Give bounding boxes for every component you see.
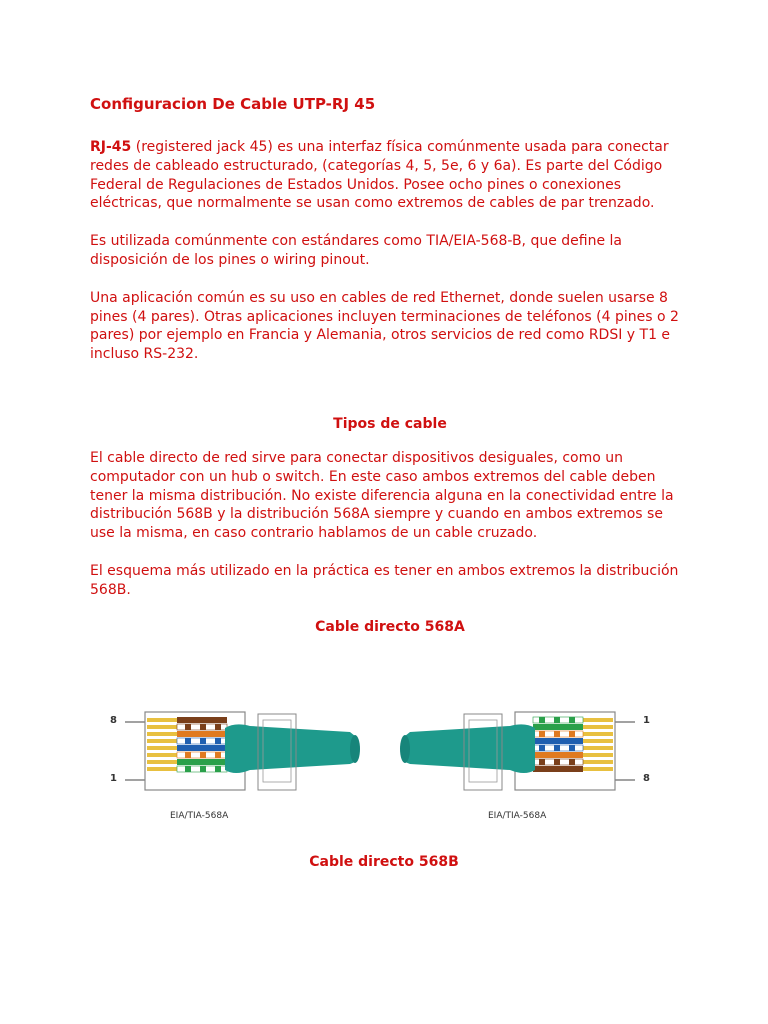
paragraph-standards: Es utilizada comúnmente con estándares como TIA/EIA-568-B, que define la disposición de los pines o wiring pinout. [90, 233, 623, 268]
heading-568a: Cable directo 568A [315, 618, 465, 635]
right-connector [400, 712, 635, 790]
rj45-term: RJ-45 [90, 139, 132, 155]
right-pin-8-label: 8 [643, 773, 650, 784]
right-pin-1-label: 1 [643, 715, 650, 726]
paragraph-568b-scheme: El esquema más utilizado en la práctica es tener en ambos extremos la distribución 568B. [90, 562, 679, 598]
paragraph-straight-cable: El cable directo de red sirve para conectar dispositivos desiguales, como un computador con un hub o switch. En este caso ambos extremos del cable deben tener la misma distribución. No existe diferencia alguna en la conectividad entre la distribución 568B y la distribución 568A siempre y cuando en ambos extremos se use la misma, en caso contrario hablamos de un cable cruzado. [90, 449, 674, 542]
left-pin-8-label: 8 [110, 715, 117, 726]
left-pin-1-label: 1 [110, 773, 117, 784]
document-title: Configuracion De Cable UTP-RJ 45 [90, 95, 376, 113]
paragraph-rj45 [90, 138, 690, 213]
rj45-description: (registered jack 45) es una interfaz física comúnmente usada para conectar redes de cableado estructurado, (categorías 4, 5, 5e, 6 y 6a). Es parte del Código Federal de Regulaciones de Estados Unidos. Posee ocho pines o conexiones eléctricas, que normalmente se usan como extremos de cables de par trenzado. [90, 139, 669, 212]
rj45-wiring-diagram [100, 700, 660, 830]
paragraph-applications: Una aplicación común es su uso en cables de red Ethernet, donde suelen usarse 8 pines (4 pares). Otras aplicaciones incluyen terminaciones de teléfonos (4 pines o 2 pares) por ejemplo en Francia y Alemania, otros servicios de red como RDSI y T1 e incluso RS-232. [90, 289, 679, 363]
heading-568b: Cable directo 568B [309, 854, 459, 870]
left-standard-label: EIA/TIA-568A [170, 811, 229, 821]
section-heading-cable-types: Tipos de cable [333, 415, 447, 432]
left-connector [125, 712, 360, 790]
right-standard-label: EIA/TIA-568A [488, 811, 547, 821]
document-page [90, 90, 690, 637]
